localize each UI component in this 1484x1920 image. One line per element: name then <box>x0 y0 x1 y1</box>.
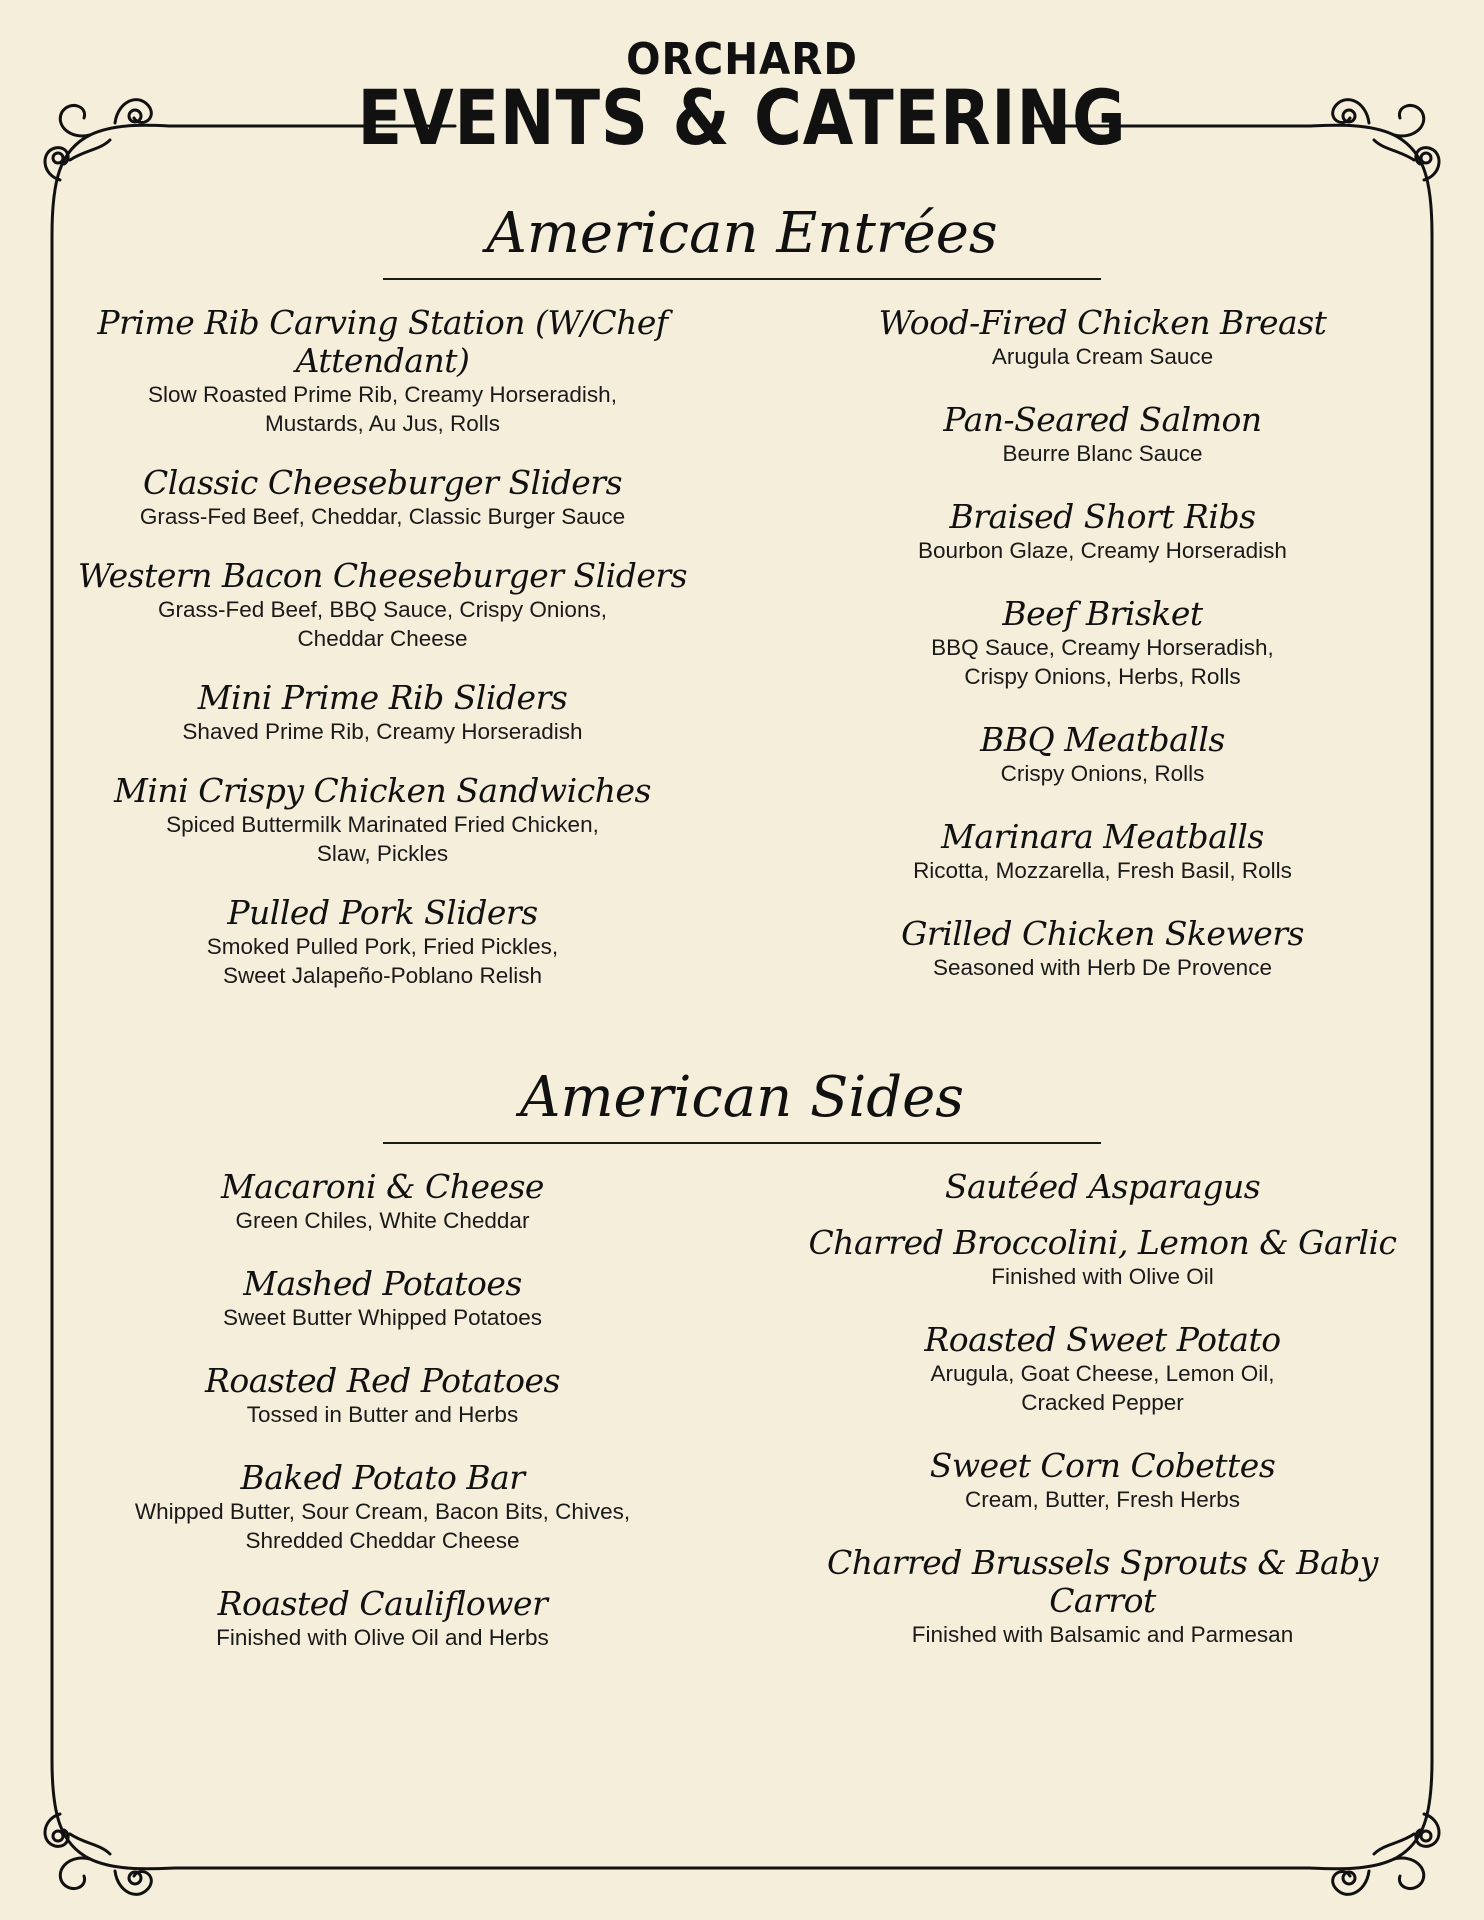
menu-item <box>790 1224 1415 1291</box>
brand-logo <box>0 34 1484 162</box>
menu-item-name: Mini Crispy Chicken Sandwiches <box>114 771 651 810</box>
menu-item <box>790 1168 1415 1206</box>
menu-item-name: Pulled Pork Sliders <box>227 893 538 932</box>
menu-item-name: BBQ Meatballs <box>980 720 1225 759</box>
menu-item-name: Mashed Potatoes <box>243 1264 522 1303</box>
menu-item-name: Charred Broccolini, Lemon & Garlic <box>808 1223 1397 1262</box>
menu-item-description: Crispy Onions, Rolls <box>1000 761 1205 786</box>
sides-left-column <box>60 1168 705 1652</box>
menu-item-name: Prime Rib Carving Station (W/Chef Attendant) <box>97 303 668 380</box>
menu-item-description: Finished with Balsamic and Parmesan <box>911 1622 1294 1647</box>
menu-item-description: Slow Roasted Prime Rib, Creamy Horseradish, Mustards, Au Jus, Rolls <box>148 382 617 436</box>
menu-item-description: Seasoned with Herb De Provence <box>933 955 1272 980</box>
menu-item-name: Roasted Cauliflower <box>217 1584 548 1623</box>
menu-item-description: Sweet Butter Whipped Potatoes <box>223 1305 542 1330</box>
menu-item-description: Arugula Cream Sauce <box>991 344 1214 369</box>
menu-item-description: Finished with Olive Oil and Herbs <box>216 1625 549 1650</box>
menu-item <box>60 679 705 746</box>
menu-item-description: Cream, Butter, Fresh Herbs <box>964 1487 1241 1512</box>
menu-item <box>60 304 705 438</box>
menu-item <box>790 915 1415 982</box>
menu-item <box>790 1544 1415 1649</box>
menu-item-name: Western Bacon Cheeseburger Sliders <box>77 556 688 595</box>
brand-logo-top: ORCHARD <box>626 34 858 85</box>
menu-item-description: Tossed in Butter and Herbs <box>246 1402 519 1427</box>
menu-item-description: Arugula, Goat Cheese, Lemon Oil, Cracked Pepper <box>930 1361 1275 1415</box>
corner-ornament-bottom-right <box>1309 1760 1439 1894</box>
menu-item <box>60 464 705 531</box>
menu-item-name: Marinara Meatballs <box>941 817 1264 856</box>
menu-item <box>790 304 1415 371</box>
menu-item-description: Grass-Fed Beef, BBQ Sauce, Crispy Onions, Cheddar Cheese <box>158 597 607 651</box>
sides-right-column <box>790 1168 1415 1649</box>
menu-item-name: Classic Cheeseburger Sliders <box>142 463 623 502</box>
menu-item-name: Sautéed Asparagus <box>944 1167 1261 1206</box>
menu-item <box>60 1168 705 1235</box>
menu-item <box>790 498 1415 565</box>
menu-item-description: Bourbon Glaze, Creamy Horseradish <box>918 538 1287 563</box>
menu-item-description: BBQ Sauce, Creamy Horseradish, Crispy Onions, Herbs, Rolls <box>931 635 1274 689</box>
menu-item <box>60 1459 705 1555</box>
menu-item <box>790 1321 1415 1417</box>
menu-item-description: Smoked Pulled Pork, Fried Pickles, Sweet Jalapeño-Poblano Relish <box>206 934 559 988</box>
menu-item <box>60 1362 705 1429</box>
menu-item <box>790 595 1415 691</box>
brand-logo-main: EVENTS & CATERING <box>357 73 1127 162</box>
menu-item-name: Roasted Sweet Potato <box>924 1320 1281 1359</box>
menu-item-description: Shaved Prime Rib, Creamy Horseradish <box>182 719 583 744</box>
menu-item <box>790 721 1415 788</box>
menu-item-name: Grilled Chicken Skewers <box>901 914 1304 953</box>
menu-item <box>60 894 705 990</box>
menu-item-name: Beef Brisket <box>1002 594 1203 633</box>
menu-item-name: Macaroni & Cheese <box>221 1167 544 1206</box>
menu-item-name: Baked Potato Bar <box>240 1458 525 1497</box>
entrees-title-rule <box>383 278 1101 280</box>
menu-item <box>790 818 1415 885</box>
menu-item-name: Roasted Red Potatoes <box>205 1361 560 1400</box>
menu-item-name: Charred Brussels Sprouts & Baby Carrot <box>827 1543 1378 1620</box>
menu-item <box>60 1585 705 1652</box>
entrees-left-column <box>60 304 705 990</box>
menu-item-name: Mini Prime Rib Sliders <box>197 678 568 717</box>
sides-title: American Sides <box>520 1065 964 1130</box>
menu-item-name: Wood-Fired Chicken Breast <box>878 303 1327 342</box>
menu-item-name: Braised Short Ribs <box>949 497 1256 536</box>
menu-item-description: Green Chiles, White Cheddar <box>235 1208 530 1233</box>
menu-item-name: Pan-Seared Salmon <box>943 400 1262 439</box>
menu-item <box>60 557 705 653</box>
sides-title-rule <box>383 1142 1101 1144</box>
menu-item <box>790 401 1415 468</box>
menu-item <box>790 1447 1415 1514</box>
corner-ornament-bottom-left <box>45 1760 175 1894</box>
menu-item-description: Finished with Olive Oil <box>991 1264 1214 1289</box>
menu-item-description: Spiced Buttermilk Marinated Fried Chicken, Slaw, Pickles <box>166 812 599 866</box>
menu-item-description: Beurre Blanc Sauce <box>1002 441 1203 466</box>
menu-item-description: Whipped Butter, Sour Cream, Bacon Bits, Chives, Shredded Cheddar Cheese <box>134 1499 631 1553</box>
menu-item <box>60 772 705 868</box>
menu-item-name: Sweet Corn Cobettes <box>929 1446 1276 1485</box>
menu-item-description: Ricotta, Mozzarella, Fresh Basil, Rolls <box>913 858 1292 883</box>
entrees-right-column <box>790 304 1415 982</box>
entrees-title: American Entrées <box>486 201 998 266</box>
menu-item-description: Grass-Fed Beef, Cheddar, Classic Burger Sauce <box>139 504 626 529</box>
menu-item <box>60 1265 705 1332</box>
